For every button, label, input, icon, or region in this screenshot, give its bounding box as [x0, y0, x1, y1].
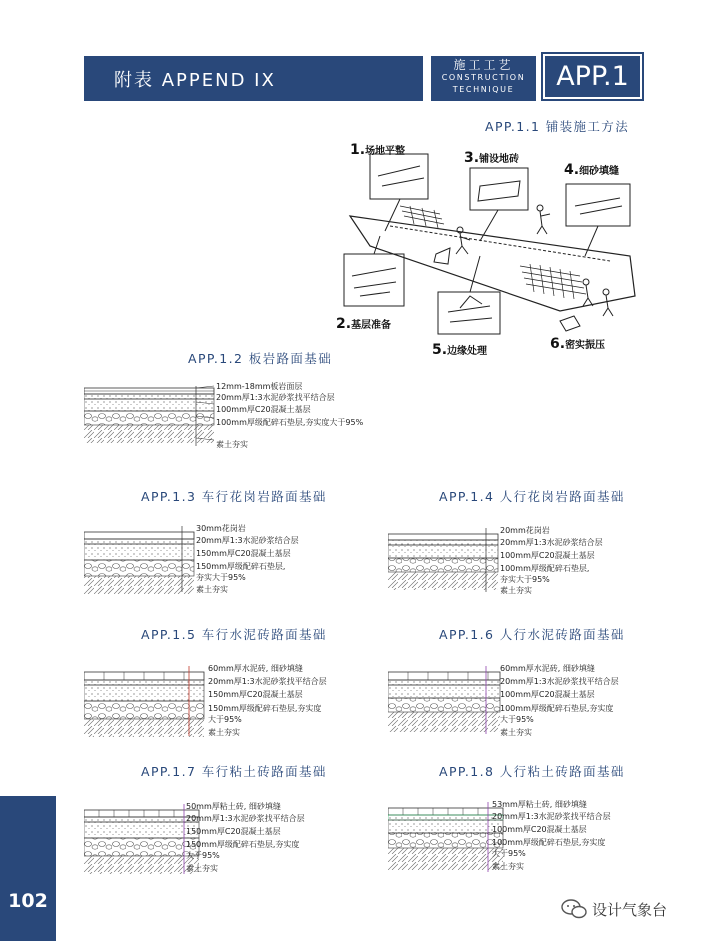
layer-label: 20mm厚1:3水泥砂浆找平结合层	[208, 677, 327, 686]
cross-section-1-7	[84, 800, 374, 880]
cross-section-1-2-drawing	[84, 382, 224, 452]
layer-label: 150mm厚级配碎石垫层,夯实度	[208, 704, 322, 713]
layer-label: 20mm厚1:3水泥砂浆找平结合层	[186, 814, 305, 823]
layer-label: 60mm厚水泥砖, 细砂填缝	[500, 664, 595, 673]
layer-label: 150mm厚C20混凝土基层	[186, 827, 281, 836]
layer-label: 100mm厚C20混凝土基层	[500, 690, 595, 699]
layer-label: 素土夯实	[208, 728, 240, 737]
section-title-1-2: APP.1.2 板岩路面基础	[188, 351, 333, 366]
section-title-1-7: APP.1.7 车行粘土砖路面基础	[141, 764, 327, 779]
step-2	[336, 316, 391, 332]
cross-section-1-6-drawing	[388, 662, 518, 742]
appendix-code: APP.1	[545, 56, 640, 97]
section-title-1-4: APP.1.4 人行花岗岩路面基础	[439, 489, 625, 504]
step-2-number: 2.	[336, 316, 352, 332]
layer-label: 150mm厚C20混凝土基层	[196, 549, 291, 558]
layer-label: 素土夯实	[196, 585, 228, 594]
watermark-text: 设计气象台	[592, 900, 668, 919]
layer-label: 100mm厚级配碎石垫层,夯实度	[500, 704, 614, 713]
section-title-1-5: APP.1.5 车行水泥砖路面基础	[141, 627, 327, 642]
layer-label: 大于95%	[208, 715, 242, 724]
process-illustration	[330, 136, 642, 362]
layer-label: 素土夯实	[500, 586, 532, 595]
layer-label: 12mm-18mm板岩面层	[216, 382, 303, 391]
cross-section-1-8	[388, 798, 678, 878]
section-title-1-8: APP.1.8 人行粘土砖路面基础	[439, 764, 625, 779]
page-number: 102	[8, 890, 48, 912]
cross-section-1-6	[388, 662, 678, 742]
category-en-line2: TECHNIQUE	[452, 85, 515, 94]
step-4	[564, 162, 619, 178]
cross-section-1-3-drawing	[84, 522, 204, 598]
layer-label: 素土夯实	[216, 440, 248, 449]
cross-section-1-2	[84, 382, 404, 454]
layer-label: 20mm花岗岩	[500, 526, 550, 535]
watermark	[560, 898, 667, 920]
step-1	[350, 142, 405, 158]
layer-label: 素土夯实	[186, 864, 218, 873]
layer-label: 夯实大于95%	[196, 573, 246, 582]
step-6	[550, 336, 605, 352]
step-3	[464, 150, 519, 166]
layer-label: 20mm厚1:3水泥砂浆结合层	[196, 536, 299, 545]
step-5-label: 边缘处理	[447, 346, 488, 357]
layer-label: 100mm厚级配碎石垫层,夯实度	[492, 838, 606, 847]
step-4-number: 4.	[564, 162, 580, 178]
category-cn: 施工工艺	[453, 58, 514, 72]
page-sidebar	[0, 796, 56, 941]
wechat-icon	[560, 898, 588, 920]
layer-label: 100mm厚C20混凝土基层	[500, 551, 595, 560]
layer-label: 150mm厚级配碎石垫层,夯实度	[186, 840, 300, 849]
layer-label: 大于95%	[492, 849, 526, 858]
category-banner	[431, 56, 536, 101]
layer-label: 20mm厚1:3水泥砂浆找平结合层	[492, 812, 611, 821]
layer-label: 30mm花岗岩	[196, 524, 246, 533]
step-3-label: 铺设地砖	[479, 154, 520, 165]
layer-label: 100mm厚级配碎石垫层,夯实度大于95%	[216, 418, 364, 427]
cross-section-1-4	[388, 524, 668, 600]
category-en-line1: CONSTRUCTION	[441, 73, 526, 82]
process-title: APP.1.1 铺装施工方法	[485, 119, 630, 134]
layer-label: 150mm厚C20混凝土基层	[208, 690, 303, 699]
layer-label: 50mm厚粘土砖, 细砂填缝	[186, 802, 281, 811]
appendix-title-banner	[84, 56, 423, 101]
step-5-number: 5.	[432, 342, 448, 358]
layer-label: 20mm厚1:3水泥砂浆找平结合层	[216, 393, 335, 402]
layer-label: 大于95%	[186, 851, 220, 860]
layer-label: 20mm厚1:3水泥砂浆结合层	[500, 538, 603, 547]
layer-label: 20mm厚1:3水泥砂浆找平结合层	[500, 677, 619, 686]
cross-section-1-3	[84, 522, 364, 598]
step-1-number: 1.	[350, 142, 366, 158]
step-5	[432, 342, 487, 358]
cross-section-1-4-drawing	[388, 524, 508, 600]
section-title-1-6: APP.1.6 人行水泥砖路面基础	[439, 627, 625, 642]
layer-label: 大于95%	[500, 715, 534, 724]
section-title-1-3: APP.1.3 车行花岗岩路面基础	[141, 489, 327, 504]
step-3-number: 3.	[464, 150, 480, 166]
layer-label: 素土夯实	[492, 862, 524, 871]
layer-label: 53mm厚粘土砖, 细砂填缝	[492, 800, 587, 809]
step-6-number: 6.	[550, 336, 566, 352]
layer-label: 150mm厚级配碎石垫层,	[196, 562, 286, 571]
step-1-label: 场地平整	[365, 146, 406, 157]
step-6-label: 密实振压	[565, 340, 606, 351]
layer-label: 夯实大于95%	[500, 575, 550, 584]
appendix-title: 附表 APPEND IX	[114, 69, 276, 91]
layer-label: 100mm厚级配碎石垫层,	[500, 564, 590, 573]
step-4-label: 细砂填缝	[579, 166, 620, 177]
layer-label: 60mm厚水泥砖, 细砂填缝	[208, 664, 303, 673]
layer-label: 100mm厚C20混凝土基层	[492, 825, 587, 834]
layer-label: 100mm厚C20混凝土基层	[216, 405, 311, 414]
layer-label: 素土夯实	[500, 728, 532, 737]
cross-section-1-5-drawing	[84, 662, 214, 742]
step-2-label: 基层准备	[351, 320, 392, 331]
cross-section-1-5	[84, 662, 374, 742]
